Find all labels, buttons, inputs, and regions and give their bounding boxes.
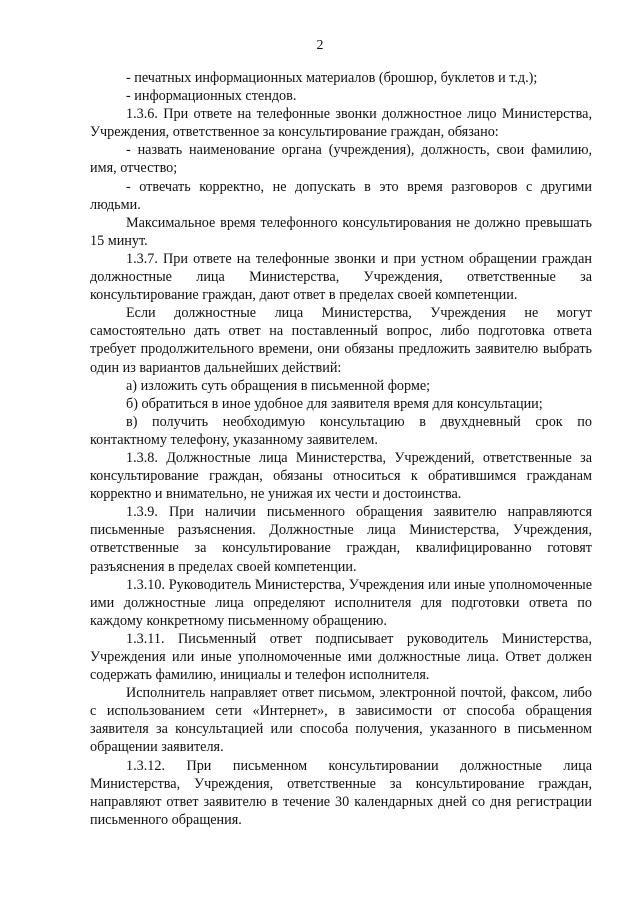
- paragraph-1-3-9: 1.3.9. При наличии письменного обращения заявителю направляются письменные разъяснения. Должностные лица Министерства, Учреждения, ответственные за консультирование граждан, квалифицированно готовят разъяснения в пределах своей компетенции.: [90, 504, 592, 575]
- paragraph-1-3-8: 1.3.8. Должностные лица Министерства, Учреждений, ответственные за консультирование граждан, обязаны относиться к обратившимся гражданам корректно и внимательно, не унижая их чести и достоинства.: [90, 449, 592, 503]
- paragraph-1-3-10: 1.3.10. Руководитель Министерства, Учреждения или иные уполномоченные ими должностные лица определяют исполнителя для подготовки ответа по каждому конкретному письменному обращению.: [90, 576, 592, 629]
- paragraph-1-3-6: 1.3.6. При ответе на телефонные звонки должностное лицо Министерства, Учреждения, ответственное за консультирование граждан, обязано:: [90, 106, 592, 141]
- page-number: 2: [316, 38, 324, 53]
- paragraph-if-cannot-answer: Если должностные лица Министерства, Учреждения не могут самостоятельно дать ответ на поставленный вопрос, либо подготовка ответа требует продолжительного времени, они обязаны предложить заявителю выбрать один из вариантов дальнейших действий:: [90, 305, 592, 376]
- paragraph-option-b: б) обратиться в иное удобное для заявителя время для консультации;: [126, 395, 543, 412]
- paragraph-1-3-12: 1.3.12. При письменном консультировании должностные лица Министерства, Учреждения, ответственные за консультирование граждан, направляют ответ заявителю в течение 30 календарных дней со дня регистрации письменного обращения.: [90, 757, 592, 828]
- paragraph-1-3-7: 1.3.7. При ответе на телефонные звонки и при устном обращении граждан должностные лица Министерства, Учреждения, ответственные за консультирование граждан, дают ответ в пределах своей компетенции.: [90, 250, 592, 304]
- paragraph-list-item-printed-materials: - печатных информационных материалов (брошюр, буклетов и т.д.);: [126, 70, 538, 86]
- paragraph-executor-sends: Исполнитель направляет ответ письмом, электронной почтой, факсом, либо с использованием сети «Интернет», в зависимости от способа обращения заявителя за консультацией или способа получения, указанного в письменном обращении заявителя.: [90, 685, 592, 756]
- paragraph-option-a: а) изложить суть обращения в письменной форме;: [126, 377, 431, 394]
- paragraph-list-item-info-stands: - информационных стендов.: [126, 88, 297, 105]
- paragraph-max-time: Максимальное время телефонного консультирования не должно превышать 15 минут.: [90, 214, 592, 249]
- paragraph-option-c: в) получить необходимую консультацию в двухдневный срок по контактному телефону, указанному заявителем.: [90, 413, 592, 448]
- paragraph-list-item-answer-correctly: - отвечать корректно, не допускать в это время разговоров с другими людьми.: [90, 178, 592, 213]
- document-body: [90, 69, 592, 829]
- paragraph-list-item-name-organ: - назвать наименование органа (учреждения), должность, свои фамилию, имя, отчество;: [90, 142, 592, 177]
- paragraph-1-3-11: 1.3.11. Письменный ответ подписывает руководитель Министерства, Учреждения или иные уполномоченные ими должностные лица. Ответ должен содержать фамилию, инициалы и телефон исполнителя.: [90, 630, 592, 684]
